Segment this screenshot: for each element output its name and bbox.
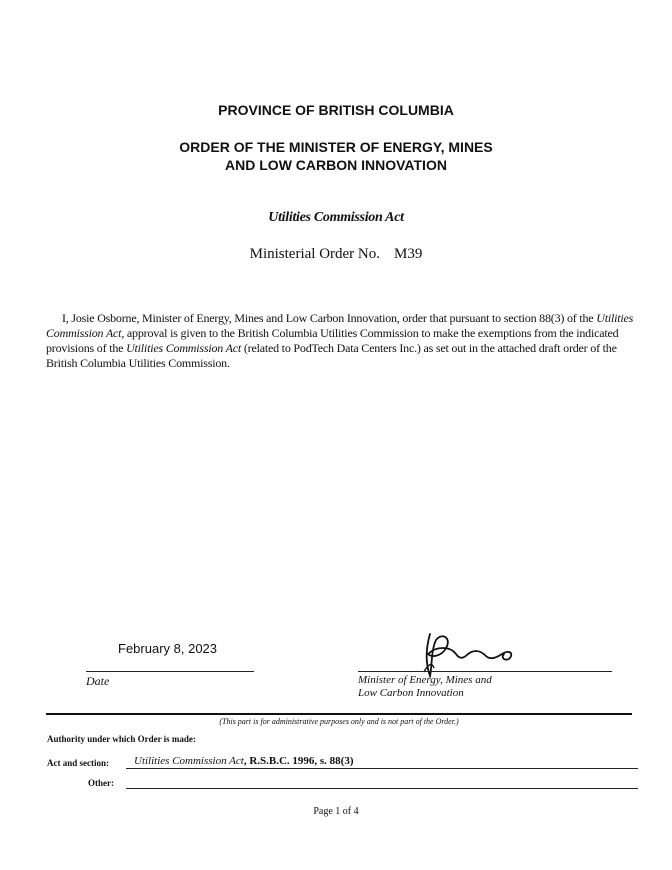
order-heading-line2: AND LOW CARBON INNOVATION [225,157,447,173]
act-section-ref: , R.S.B.C. 1996, s. 88(3) [243,755,354,767]
ministerial-order-line [0,246,672,263]
order-heading-line1: ORDER OF THE MINISTER OF ENERGY, MINES [179,139,493,155]
act-section-label: Act and section: [47,758,109,768]
body-text-part1: I, Josie Osborne, Minister of Energy, Mines and Low Carbon Innovation, order that pursuant to section 88(3) of the [62,311,597,325]
body-text-part2: , approval is given to the British Columbia Utilities Commission to make the exemptions from the indicated provisions of the [46,326,619,355]
authority-label: Authority under which Order is made: [47,734,196,744]
minister-signature-line [358,671,612,672]
act-section-value [134,755,354,767]
signature-date: February 8, 2023 [118,641,218,656]
act-section-act: Utilities Commission Act [134,755,244,767]
order-body-paragraph [46,311,636,371]
date-signature-line [86,671,254,672]
minister-title-line1: Minister of Energy, Mines and [358,674,492,686]
page-number: Page 1 of 4 [313,806,359,817]
body-act-ref1: Utilities Commission Act [46,311,634,340]
act-title: Utilities Commission Act [268,210,404,225]
date-label: Date [86,674,110,688]
admin-section-divider [46,713,632,715]
other-line [126,788,638,789]
minister-title-label [358,674,492,700]
body-text-part3: (related to PodTech Data Centers Inc.) as set out in the attached draft order of the British Columbia Utilities Commission. [46,341,617,370]
act-section-line [126,768,638,769]
minister-title-line2: Low Carbon Innovation [358,687,464,699]
minister-signature [416,628,520,680]
body-act-ref2: Utilities Commission Act [126,341,242,355]
other-label: Other: [88,778,114,788]
admin-note: (This part is for administrative purposes only and is not part of the Order.) [219,717,459,726]
ministerial-order-label: Ministerial Order No. [249,246,381,262]
ministerial-order-number: M39 [394,246,423,262]
province-heading: PROVINCE OF BRITISH COLUMBIA [218,102,454,118]
